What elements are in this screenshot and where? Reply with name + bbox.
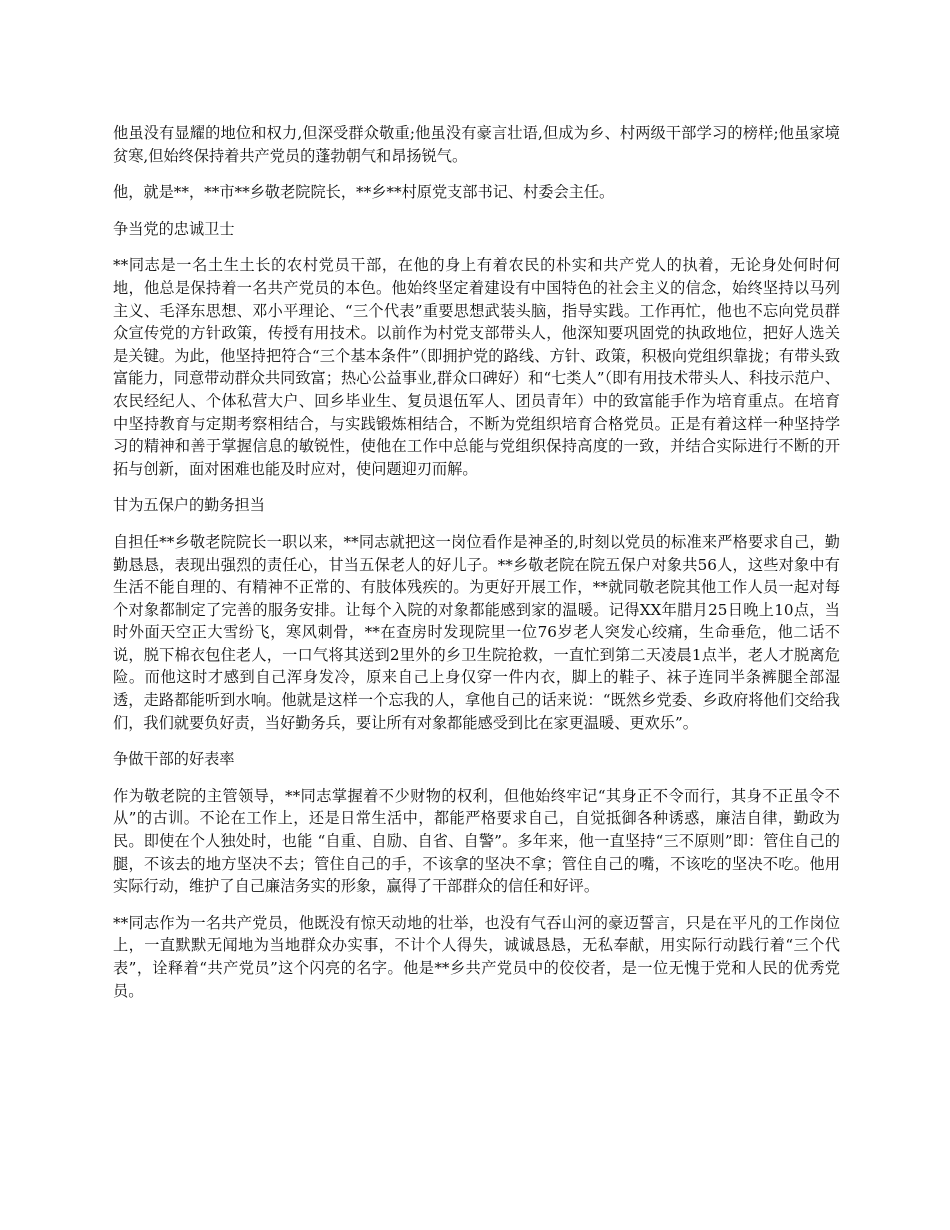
service-paragraph: 自担任**乡敬老院院长一职以来，**同志就把这一岗位看作是神圣的,时刻以党员的标准来严格要求自己，勤勤恳恳，表现出强烈的责任心，甘当五保老人的好儿子。**乡敬老院在院五保户对象共56人，这些对象中有生活不能自理的、有精神不正常的、有肢体残疾的。为更好开展工作，**就同敬老院其他工作人员一起对每个对象都制定了完善的服务安排。让每个入院的对象都能感到家的温暖。记得XX年腊月25日晚上10点，当时外面天空正大雪纷飞，寒风刺骨，**在查房时发现院里一位76岁老人突发心绞痛，生命垂危，他二话不说，脱下棉衣包住老人，一口气将其送到2里外的乡卫生院抢救，一直忙到第二天凌晨1点半，老人才脱离危险。而他这时才感到自己浑身发冷，原来自己上身仅穿一件内衣，脚上的鞋子、袜子连同半条裤腿全部湿透，走路都能听到水响。他就是这样一个忘我的人，拿他自己的话来说：“既然乡党委、乡政府将他们交给我们，我们就要负好责，当好勤务兵，要让所有对象都能感受到比在家更温暖、更欢乐”。: [113, 532, 840, 732]
section-heading-service: 甘为五保户的勤务担当: [113, 496, 265, 515]
conclusion-paragraph: **同志作为一名共产党员，他既没有惊天动地的壮举，也没有气吞山河的豪迈誓言，只是在平凡的工作岗位上，一直默默无闻地为当地群众办实事，不计个人得失，诚诚恳恳，无私奉献，用实际行动践行着“三个代表”，诠释着“共产党员”这个闪亮的名字。他是**乡共产党员中的佼佼者，是一位无愧于党和人民的优秀党员。: [113, 913, 840, 1000]
section-heading-role-model: 争做干部的好表率: [113, 750, 235, 769]
identity-paragraph: 他，就是**，**市**乡敬老院院长，**乡**村原党支部书记、村委会主任。: [113, 183, 615, 202]
loyal-guard-paragraph: **同志是一名土生土长的农村党员干部，在他的身上有着农民的朴实和共产党人的执着，无论身处何时何地，他总是保持着一名共产党员的本色。他始终坚定着建设有中国特色的社会主义的信念，始终坚持以马列主义、毛泽东思想、邓小平理论、“三个代表”重要思想武装头脑，指导实践。工作再忙，他也不忘向党员群众宣传党的方针政策，传授有用技术。以前作为村党支部带头人，他深知要巩固党的执政地位，把好人选关是关键。为此，他坚持把符合“三个基本条件”（即拥护党的路线、方针、政策，积极向党组织靠拢；有带头致富能力，同意带动群众共同致富；热心公益事业,群众口碑好）和“七类人”（即有用技术带头人、科技示范户、农民经纪人、个体私营大户、回乡毕业生、复员退伍军人、团员青年）中的致富能手作为培育重点。在培育中坚持教育与定期考察相结合，与实践锻炼相结合，不断为党组织培育合格党员。正是有着这样一种坚持学习的精神和善于掌握信息的敏锐性，使他在工作中总能与党组织保持高度的一致，并结合实际进行不断的开拓与创新，面对困难也能及时应对，使问题迎刃而解。: [113, 256, 840, 478]
intro-paragraph: 他虽没有显耀的地位和权力,但深受群众敬重;他虽没有豪言壮语,但成为乡、村两级干部学习的榜样;他虽家境贫寒,但始终保持着共产党员的蓬勃朝气和昂扬锐气。: [113, 124, 840, 165]
role-model-paragraph: 作为敬老院的主管领导，**同志掌握着不少财物的权利，但他始终牢记“其身正不令而行，其身不正虽令不从”的古训。不论在工作上，还是日常生活中，都能严格要求自己，自觉抵御各种诱惑，廉洁自律，勤政为民。即使在个人独处时，也能 “自重、自励、自省、自警”。多年来，他一直坚持“三不原则”即：管住自己的腿，不该去的地方坚决不去；管住自己的手，不该拿的坚决不拿；管住自己的嘴，不该吃的坚决不吃。他用实际行动，维护了自己廉洁务实的形象，赢得了干部群众的信任和好评。: [113, 786, 840, 896]
section-heading-loyal-guard: 争当党的忠诚卫士: [113, 219, 235, 238]
document-page: [113, 122, 840, 1016]
